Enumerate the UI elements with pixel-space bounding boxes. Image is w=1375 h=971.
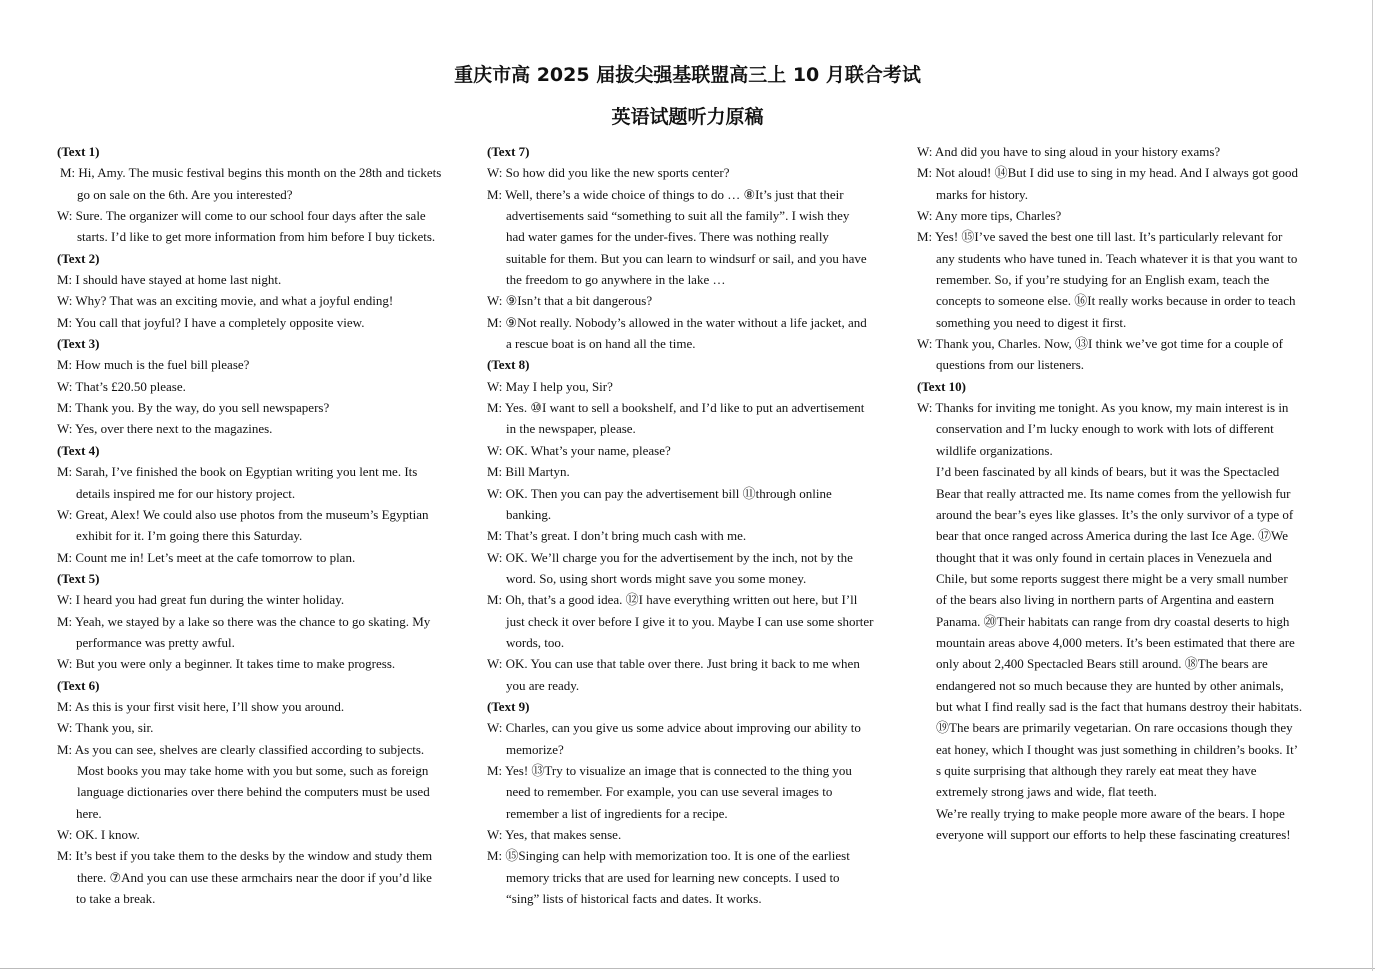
transcript-line: need to remember. For example, you can use several images to bbox=[506, 784, 833, 800]
transcript-line: details inspired me for our history project. bbox=[76, 485, 296, 501]
transcript-line: W: Any more tips, Charles? bbox=[917, 208, 1062, 224]
transcript-line: you are ready. bbox=[506, 677, 580, 693]
section-heading: (Text 5) bbox=[57, 570, 100, 586]
page-subtitle: 英语试题听力原稿 bbox=[611, 106, 764, 128]
transcript-line: M: Not aloud! ⑭But I did use to sing in my head. And I always got good bbox=[917, 165, 1298, 181]
transcript-line: M: I should have stayed at home last night. bbox=[57, 272, 282, 288]
transcript-line: around the bear’s eyes like glasses. It’s the only survivor of a type of bbox=[936, 506, 1294, 522]
transcript-line: M: Yes. ⑩I want to sell a bookshelf, and I’d like to put an advertisement bbox=[487, 400, 865, 416]
transcript-line: M: How much is the fuel bill please? bbox=[57, 357, 250, 373]
transcript-line: words, too. bbox=[506, 634, 565, 650]
transcript-line: here. bbox=[76, 805, 102, 821]
transcript-line: W: But you were only a beginner. It takes time to make progress. bbox=[57, 656, 396, 672]
transcript-line: W: Why? That was an exciting movie, and what a joyful ending! bbox=[57, 293, 394, 309]
transcript-line: questions from our listeners. bbox=[936, 357, 1085, 373]
transcript-line: exhibit for it. I’m going there this Saturday. bbox=[76, 528, 303, 544]
section-heading: (Text 8) bbox=[487, 357, 530, 373]
transcript-column-1 bbox=[57, 141, 459, 909]
transcript-line: Chile, but some reports suggest there might be a very small number bbox=[936, 570, 1288, 586]
transcript-line: M: Yes! ⑮I’ve saved the best one till last. It’s particularly relevant for bbox=[917, 229, 1283, 245]
transcript-line: M: ⑮Singing can help with memorization too. It is one of the earliest bbox=[487, 848, 850, 864]
transcript-line: W: Yes, over there next to the magazines. bbox=[57, 421, 273, 437]
transcript-line: M: Yes! ⑬Try to visualize an image that is connected to the thing you bbox=[487, 762, 852, 778]
transcript-line: only about 2,400 Spectacled Bears still around. ⑱The bears are bbox=[936, 656, 1268, 672]
transcript-line: M: Thank you. By the way, do you sell newspapers? bbox=[57, 400, 330, 416]
transcript-line: W: ⑨Isn’t that a bit dangerous? bbox=[487, 293, 653, 309]
transcript-line: conservation and I’m lucky enough to work with lots of different bbox=[936, 421, 1274, 437]
transcript-line: performance was pretty awful. bbox=[76, 634, 235, 650]
section-heading: (Text 4) bbox=[57, 442, 100, 458]
transcript-line: Bear that really attracted me. Its name comes from the yellowish fur bbox=[936, 485, 1291, 501]
transcript-line: starts. I’d like to get more information from him before I buy tickets. bbox=[77, 229, 436, 245]
transcript-line: W: Thank you, sir. bbox=[57, 720, 154, 736]
transcript-line: M: As this is your first visit here, I’ll show you around. bbox=[57, 698, 345, 714]
page-bottom-border bbox=[0, 968, 1375, 969]
transcript-line: there. ⑦And you can use these armchairs near the door if you’d like bbox=[77, 869, 432, 885]
transcript-line: W: OK. You can use that table over there. Just bring it back to me when bbox=[487, 656, 860, 672]
transcript-line: remember a list of ingredients for a recipe. bbox=[506, 805, 728, 821]
transcript-line: concepts to someone else. ⑯It really works because in order to teach bbox=[936, 293, 1296, 309]
transcript-line: suitable for them. But you can learn to windsurf or sail, and you have bbox=[506, 250, 867, 266]
transcript-line: W: May I help you, Sir? bbox=[487, 378, 613, 394]
transcript-line: extremely strong jaws and wide, flat teeth. bbox=[936, 784, 1157, 800]
transcript-line: mountain areas above 4,000 meters. It’s been estimated that there are bbox=[936, 634, 1295, 650]
transcript-column-3 bbox=[917, 141, 1320, 845]
transcript-line: M: As you can see, shelves are clearly classified according to subjects. bbox=[57, 741, 425, 757]
section-heading: (Text 7) bbox=[487, 144, 530, 159]
transcript-line: W: Sure. The organizer will come to our school four days after the sale bbox=[57, 208, 426, 224]
transcript-line: I’d been fascinated by all kinds of bears, but it was the Spectacled bbox=[936, 464, 1280, 480]
transcript-line: M: ⑨Not really. Nobody’s allowed in the water without a life jacket, and bbox=[487, 314, 867, 330]
transcript-line: a rescue boat is on hand all the time. bbox=[506, 336, 696, 352]
section-heading: (Text 10) bbox=[917, 378, 966, 394]
transcript-line: M: Count me in! Let’s meet at the cafe tomorrow to plan. bbox=[57, 549, 356, 565]
transcript-line: W: Yes, that makes sense. bbox=[487, 827, 622, 842]
transcript-line: M: It’s best if you take them to the desks by the window and study them bbox=[57, 848, 433, 864]
page-title: 重庆市高 2025 届拔尖强基联盟高三上 10 月联合考试 bbox=[454, 64, 921, 86]
transcript-line: W: Great, Alex! We could also use photos from the museum’s Egyptian bbox=[57, 506, 429, 522]
transcript-line: M: Oh, that’s a good idea. ⑫I have everything written out here, but I’ll bbox=[487, 592, 858, 608]
section-heading: (Text 9) bbox=[487, 698, 530, 714]
transcript-line: everyone will support our efforts to help these fascinating creatures! bbox=[936, 827, 1291, 842]
transcript-line: advertisements said “something to suit all the family”. I wish they bbox=[506, 208, 850, 224]
section-heading: (Text 3) bbox=[57, 336, 100, 352]
transcript-line: but what I find really sad is the fact that humans destroy their habitats. bbox=[936, 698, 1303, 714]
transcript-line: ⑲The bears are primarily vegetarian. On rare occasions though they bbox=[936, 720, 1293, 736]
transcript-line: bear that once ranged across America during the last Ice Age. ⑰We bbox=[936, 528, 1288, 544]
transcript-line: W: Thanks for inviting me tonight. As you know, my main interest is in bbox=[917, 400, 1289, 416]
transcript-line: thought that it was only found in certain places in Venezuela and bbox=[936, 549, 1272, 565]
transcript-line: M: Well, there’s a wide choice of things to do … ⑧It’s just that their bbox=[487, 186, 844, 202]
transcript-line: memory tricks that are used for learning new concepts. I used to bbox=[506, 869, 840, 885]
transcript-line: W: And did you have to sing aloud in your history exams? bbox=[917, 144, 1221, 159]
transcript-line: M: You call that joyful? I have a completely opposite view. bbox=[57, 314, 365, 330]
transcript-line: of the bears also living in northern parts of Argentina and eastern bbox=[936, 592, 1275, 608]
transcript-line: word. So, using short words might save you some money. bbox=[506, 570, 807, 586]
transcript-line: We’re really trying to make people more aware of the bears. I hope bbox=[936, 805, 1285, 821]
transcript-line: something you need to digest it first. bbox=[936, 314, 1127, 330]
transcript-line: M: Bill Martyn. bbox=[487, 464, 570, 480]
transcript-line: M: Yeah, we stayed by a lake so there was the chance to go skating. My bbox=[57, 613, 431, 629]
transcript-line: M: Sarah, I’ve finished the book on Egyptian writing you lent me. Its bbox=[57, 464, 418, 480]
transcript-line: M: Hi, Amy. The music festival begins this month on the 28th and tickets bbox=[60, 165, 442, 181]
transcript-line: W: So how did you like the new sports center? bbox=[487, 165, 730, 181]
transcript-line: Panama. ⑳Their habitats can range from dry coastal deserts to high bbox=[936, 613, 1290, 629]
transcript-line: W: Charles, can you give us some advice about improving our ability to bbox=[487, 720, 861, 736]
transcript-line: had water games for the under-fives. There was nothing really bbox=[506, 229, 829, 245]
transcript-line: remember. So, if you’re studying for an English exam, teach the bbox=[936, 272, 1270, 288]
transcript-line: endangered not so much because they are hunted by other animals, bbox=[936, 677, 1284, 693]
transcript-line: W: Thank you, Charles. Now, ⑬I think we’ve got time for a couple of bbox=[917, 336, 1283, 352]
transcript-column-2 bbox=[487, 141, 889, 909]
transcript-line: W: I heard you had great fun during the winter holiday. bbox=[57, 592, 345, 608]
transcript-line: W: That’s £20.50 please. bbox=[57, 378, 186, 394]
transcript-line: banking. bbox=[506, 506, 552, 522]
transcript-line: any students who have tuned in. Teach whatever it is that you want to bbox=[936, 250, 1298, 266]
transcript-line: go on sale on the 6th. Are you interested? bbox=[77, 186, 293, 202]
section-heading: (Text 1) bbox=[57, 144, 100, 159]
transcript-line: just check it over before I give it to you. Maybe I can use some shorter bbox=[506, 613, 874, 629]
section-heading: (Text 6) bbox=[57, 677, 100, 693]
transcript-line: M: That’s great. I don’t bring much cash with me. bbox=[487, 528, 747, 544]
transcript-line: W: OK. Then you can pay the advertisement bill ⑪through online bbox=[487, 485, 832, 501]
transcript-line: eat honey, which I thought was just something in children’s books. It’ bbox=[936, 741, 1299, 757]
transcript-line: Most books you may take home with you but some, such as foreign bbox=[77, 762, 429, 778]
transcript-line: W: OK. I know. bbox=[57, 827, 140, 842]
transcript-line: in the newspaper, please. bbox=[506, 421, 636, 437]
page-right-border bbox=[1372, 0, 1373, 971]
transcript-line: W: OK. What’s your name, please? bbox=[487, 442, 671, 458]
transcript-line: memorize? bbox=[506, 741, 564, 757]
transcript-line: “sing” lists of historical facts and dates. It works. bbox=[506, 891, 762, 907]
transcript-line: the freedom to go anywhere in the lake … bbox=[506, 272, 726, 288]
section-heading: (Text 2) bbox=[57, 250, 100, 266]
transcript-line: to take a break. bbox=[76, 891, 156, 907]
transcript-line: language dictionaries over there behind the computers must be used bbox=[77, 784, 430, 800]
transcript-line: W: OK. We’ll charge you for the advertisement by the inch, not by the bbox=[487, 549, 853, 565]
transcript-line: marks for history. bbox=[936, 186, 1028, 202]
transcript-line: s quite surprising that although they rarely eat meat they have bbox=[936, 762, 1257, 778]
transcript-line: wildlife organizations. bbox=[936, 442, 1053, 458]
